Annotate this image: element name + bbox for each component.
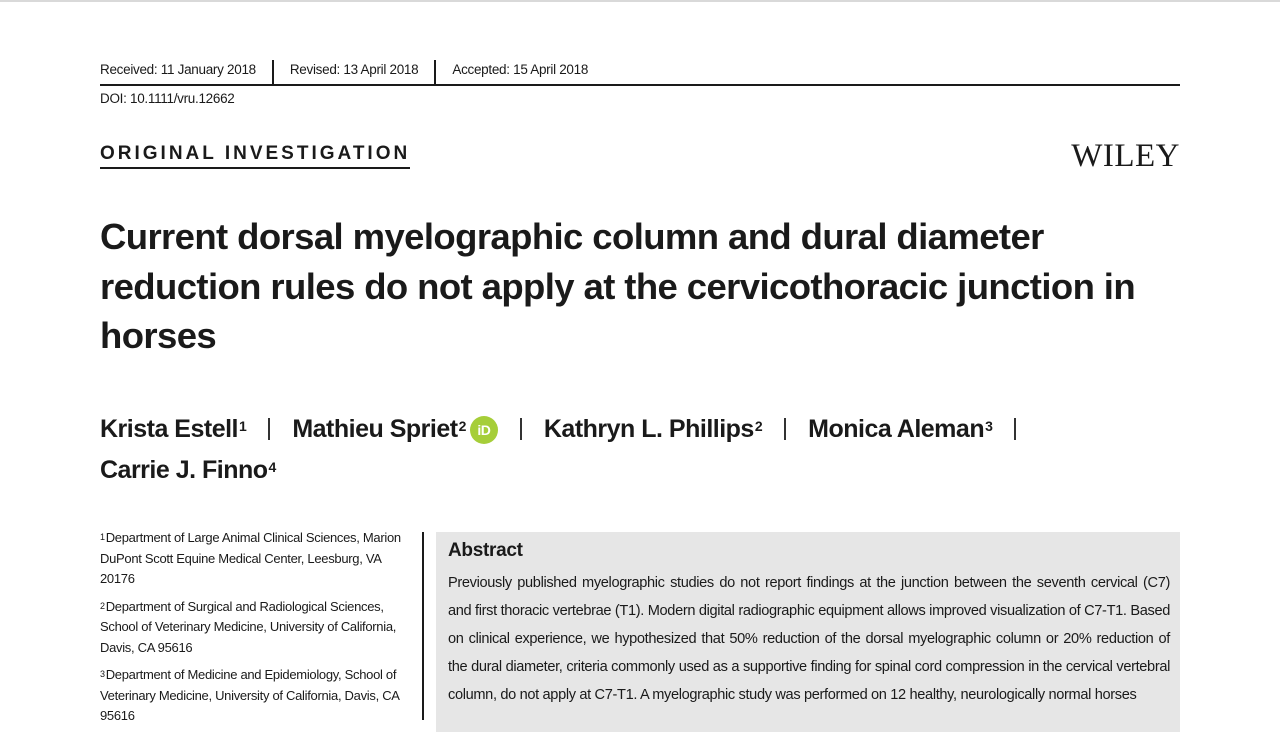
author-affiliation-mark: 4 [268, 459, 276, 475]
author-divider [784, 418, 786, 440]
meta-divider [434, 60, 436, 84]
affiliation [100, 665, 418, 727]
author-affiliation-mark: 2 [458, 418, 466, 434]
affiliation [100, 597, 418, 659]
affiliation-text: Department of Large Animal Clinical Sciences, Marion DuPont Scott Equine Medical Center, Leesburg, VA 20176 [100, 530, 401, 586]
abstract-box [436, 532, 1180, 732]
author-name: Carrie J. Finno [100, 456, 268, 484]
column-divider [422, 532, 424, 720]
author[interactable] [544, 415, 762, 443]
top-border [0, 0, 1280, 2]
received-date: Received: 11 January 2018 [100, 62, 256, 77]
author-affiliation-mark: 1 [239, 418, 247, 434]
accepted-date: Accepted: 15 April 2018 [452, 62, 589, 77]
orcid-icon[interactable]: iD [470, 416, 498, 444]
author-affiliation-mark: 2 [754, 418, 763, 434]
author-divider [1014, 418, 1016, 440]
author[interactable] [292, 415, 498, 443]
author-name: Mathieu Spriet [292, 415, 458, 443]
author-name: Krista Estell [100, 415, 239, 443]
publication-history [100, 60, 1180, 86]
affiliation [100, 528, 418, 590]
affiliation-number: 2 [100, 600, 105, 611]
meta-divider [272, 60, 274, 84]
revised-date: Revised: 13 April 2018 [289, 62, 419, 77]
publisher-logo: WILEY [1071, 138, 1180, 174]
affiliations [100, 528, 418, 734]
affiliation-text: Department of Medicine and Epidemiology, School of Veterinary Medicine, University of California, Davis, CA 95616 [100, 667, 399, 723]
author[interactable] [100, 456, 276, 484]
author-divider [268, 418, 270, 440]
affiliation-text: Department of Surgical and Radiological Sciences, School of Veterinary Medicine, University of California, Davis, CA 95616 [100, 598, 397, 655]
section-label: ORIGINAL INVESTIGATION [100, 143, 410, 169]
doi[interactable]: DOI: 10.1111/vru.12662 [100, 91, 235, 106]
author-list [100, 409, 1100, 491]
affiliation-number: 1 [100, 532, 105, 542]
abstract-heading: Abstract [448, 540, 523, 561]
author-divider [520, 418, 522, 440]
abstract-text: Previously published myelographic studies do not report findings at the junction between the seventh cervical (C7) and first thoracic vertebrae (T1). Modern digital radiographic equipment allows improved visualization of C7-T1. Based on clinical experience, we hypothesized that 50% reduction of the dorsal myelographic column or 20% reduction of the dural diameter, criteria commonly used as a supportive finding for spinal cord compression in the cervical vertebral column, do not apply at C7-T1. A myelographic study was performed on 12 healthy, neurologically normal horses [448, 575, 1170, 703]
author[interactable] [808, 415, 992, 443]
author-affiliation-mark: 3 [985, 418, 993, 434]
article-title: Current dorsal myelographic column and dural diameter reduction rules do not apply at the cervicothoracic junction in horses [100, 216, 1136, 356]
affiliation-number: 3 [100, 669, 105, 679]
author[interactable] [100, 415, 246, 443]
author-name: Kathryn L. Phillips [543, 415, 754, 443]
author-name: Monica Aleman [808, 415, 985, 443]
